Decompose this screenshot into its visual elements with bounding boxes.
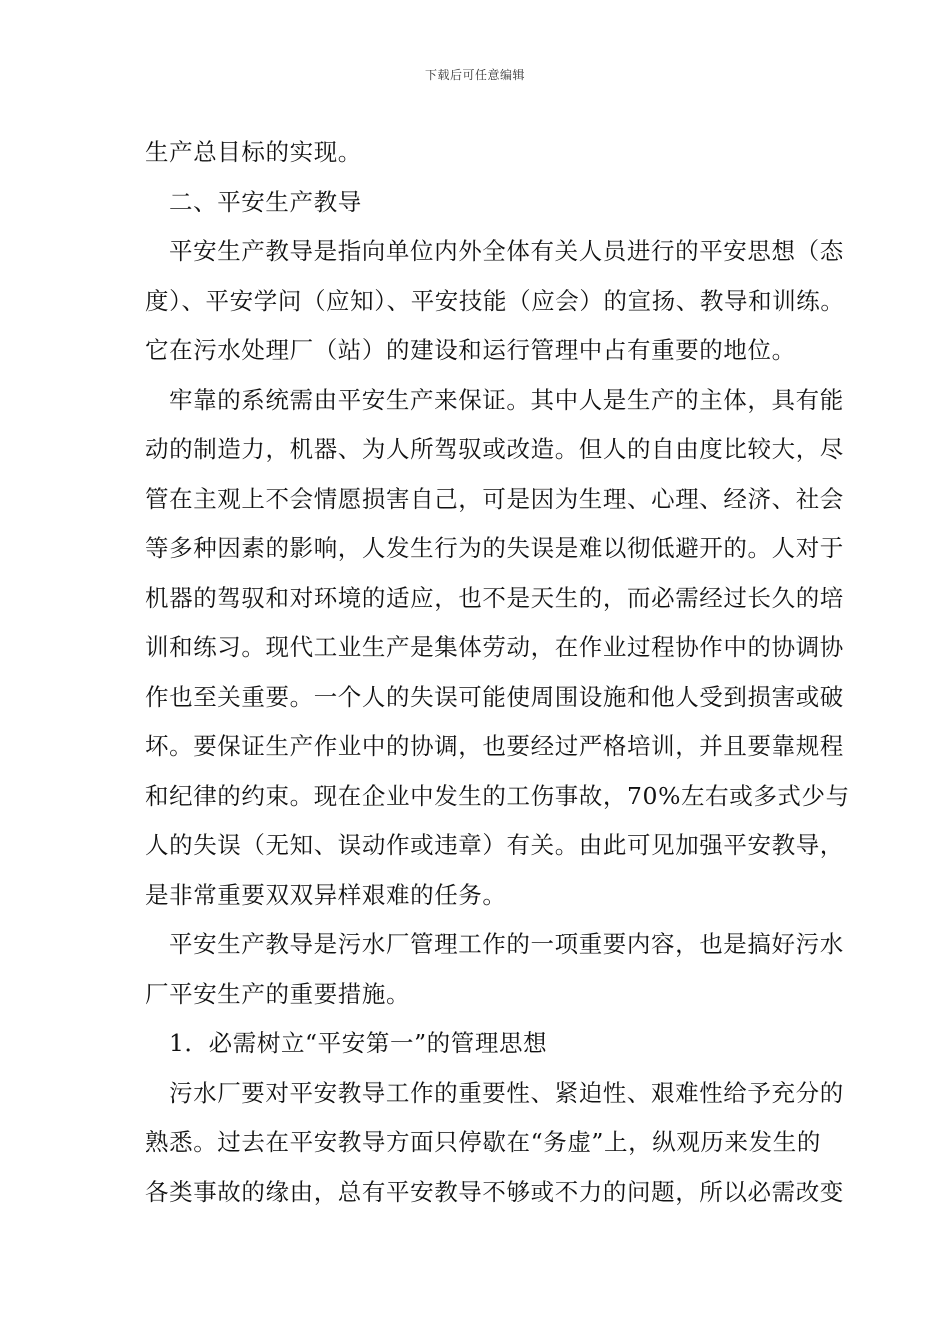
text-line: 各类事故的缘由，总有平安教导不够或不力的问题，所以必需改变 — [145, 1177, 844, 1206]
text-line: 和纪律的约束。现在企业中发生的工伤事故，70%左右或多式少与 — [145, 781, 850, 810]
text-line: 牢靠的系统需由平安生产来保证。其中人是生产的主体，具有能 — [169, 385, 844, 414]
text-line: 度）、平安学问（应知）、平安技能（应会）的宣扬、教导和训练。 — [145, 286, 845, 315]
text-line: 厂平安生产的重要措施。 — [145, 979, 411, 1008]
page-header: 下载后可任意编辑 — [424, 68, 525, 82]
text-line: 作也至关重要。一个人的失误可能使周围设施和他人受到损害或破 — [145, 682, 844, 711]
text-line: 机器的驾驭和对环境的适应，也不是天生的，而必需经过长久的培 — [145, 583, 844, 612]
text-line: 坏。要保证生产作业中的协调，也要经过严格培训，并且要靠规程 — [145, 732, 844, 760]
text-line: 它在污水处理厂（站）的建设和运行管理中占有重要的地位。 — [145, 336, 796, 364]
section-heading: 二、平安生产教导 — [169, 187, 362, 216]
text-line: 训和练习。现代工业生产是集体劳动，在作业过程协作中的协调协 — [145, 633, 844, 661]
text-line: 人的失误（无知、误动作或违章）有关。由此可见加强平安教导， — [145, 831, 844, 859]
text-line: 熟悉。过去在平安教导方面只停歇在“务虚”上，纵观历来发生的 — [145, 1128, 821, 1156]
text-line: 动的制造力，机器、为人所驾驭或改造。但人的自由度比较大，尽 — [145, 435, 844, 463]
text-line: 平安生产教导是污水厂管理工作的一项重要内容，也是搞好污水 — [169, 930, 844, 958]
text-line: 生产总目标的实现。 — [145, 138, 362, 166]
text-line: 管在主观上不会情愿损害自己，可是因为生理、心理、经济、社会 — [145, 484, 844, 513]
document-body — [145, 128, 850, 1217]
text-line: 是非常重要双双异样艰难的任务。 — [145, 880, 507, 909]
text-line: 等多种因素的影响，人发生行为的失误是难以彻低避开的。人对于 — [145, 534, 844, 562]
text-line: 平安生产教导是指向单位内外全体有关人员进行的平安思想（态 — [169, 237, 844, 265]
subsection-heading: 1．必需树立“平安第一”的管理思想 — [169, 1029, 548, 1057]
text-line: 污水厂要对平安教导工作的重要性、紧迫性、艰难性给予充分的 — [169, 1078, 844, 1107]
